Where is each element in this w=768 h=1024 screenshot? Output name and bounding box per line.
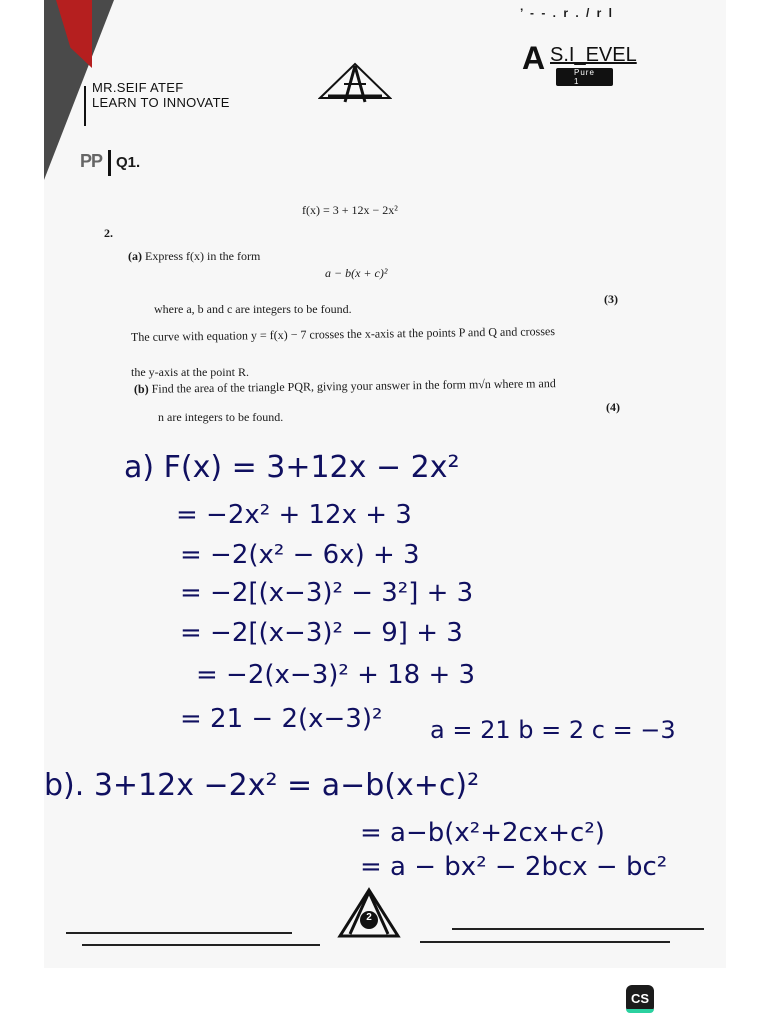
handwritten-line: b). 3+12x −2x² = a−b(x+c)² bbox=[44, 768, 480, 803]
brand-bar bbox=[84, 86, 86, 126]
brand-tagline: LEARN TO INNOVATE bbox=[92, 95, 230, 110]
series-title: S.I_EVEL bbox=[550, 44, 637, 66]
part-b-text: Find the area of the triangle PQR, giving your answer in the form m√n where m and bbox=[151, 376, 556, 396]
footer-rule bbox=[452, 928, 704, 930]
curve-text-line1: The curve with equation y = f(x) − 7 crosses the x-axis at the points P and Q and crosses bbox=[130, 324, 556, 344]
series-subtitle: Pure 1 bbox=[556, 68, 613, 86]
handwritten-line: = a−b(x²+2cx+c²) bbox=[360, 818, 605, 848]
footer-rule bbox=[82, 944, 320, 946]
curve-text-line2: the y-axis at the point R. bbox=[131, 365, 249, 379]
function-definition: f(x) = 3 + 12x − 2x² bbox=[302, 203, 398, 217]
heading-bar bbox=[108, 150, 111, 176]
part-b-text-line2: n are integers to be found. bbox=[158, 410, 284, 424]
brand-block bbox=[92, 80, 230, 110]
part-b-label: (b) bbox=[133, 381, 149, 396]
handwritten-line: = −2x² + 12x + 3 bbox=[176, 500, 412, 530]
past-paper-icon: PP bbox=[80, 150, 103, 171]
brand-name: MR.SEIF ATEF bbox=[92, 80, 184, 95]
part-b-marks: (4) bbox=[606, 400, 620, 414]
top-partial-text: ’ - - . r . / r l bbox=[520, 6, 615, 20]
footer-rule bbox=[420, 941, 670, 943]
target-form: a − b(x + c)² bbox=[325, 266, 388, 280]
series-letter: A bbox=[522, 40, 546, 76]
question-tag: Q1. bbox=[116, 153, 141, 171]
part-a-where: where a, b and c are integers to be found. bbox=[154, 302, 352, 316]
compass-square-logo-icon bbox=[318, 62, 392, 104]
part-a-prompt bbox=[128, 249, 260, 264]
handwritten-answer: a = 21 b = 2 c = −3 bbox=[430, 716, 676, 744]
handwritten-line: = 21 − 2(x−3)² bbox=[180, 704, 383, 734]
handwritten-line: = a − bx² − 2bcx − bc² bbox=[360, 852, 668, 882]
handwritten-line: = −2(x² − 6x) + 3 bbox=[180, 540, 420, 570]
question-number: 2. bbox=[104, 226, 113, 240]
camscanner-badge-icon: CS bbox=[626, 985, 654, 1013]
handwritten-line: = −2[(x−3)² − 9] + 3 bbox=[180, 618, 463, 648]
part-a-text: Express f(x) in the form bbox=[145, 249, 261, 263]
handwritten-line: = −2(x−3)² + 18 + 3 bbox=[196, 660, 476, 690]
footer-rule bbox=[66, 932, 292, 934]
question-heading bbox=[80, 150, 140, 176]
part-a-label: (a) bbox=[128, 249, 142, 263]
handwritten-line: a) F(x) = 3+12x − 2x² bbox=[124, 450, 460, 485]
part-a-marks: (3) bbox=[604, 292, 618, 306]
page-number: 2 bbox=[366, 912, 372, 923]
handwritten-line: = −2[(x−3)² − 3²] + 3 bbox=[180, 578, 474, 608]
